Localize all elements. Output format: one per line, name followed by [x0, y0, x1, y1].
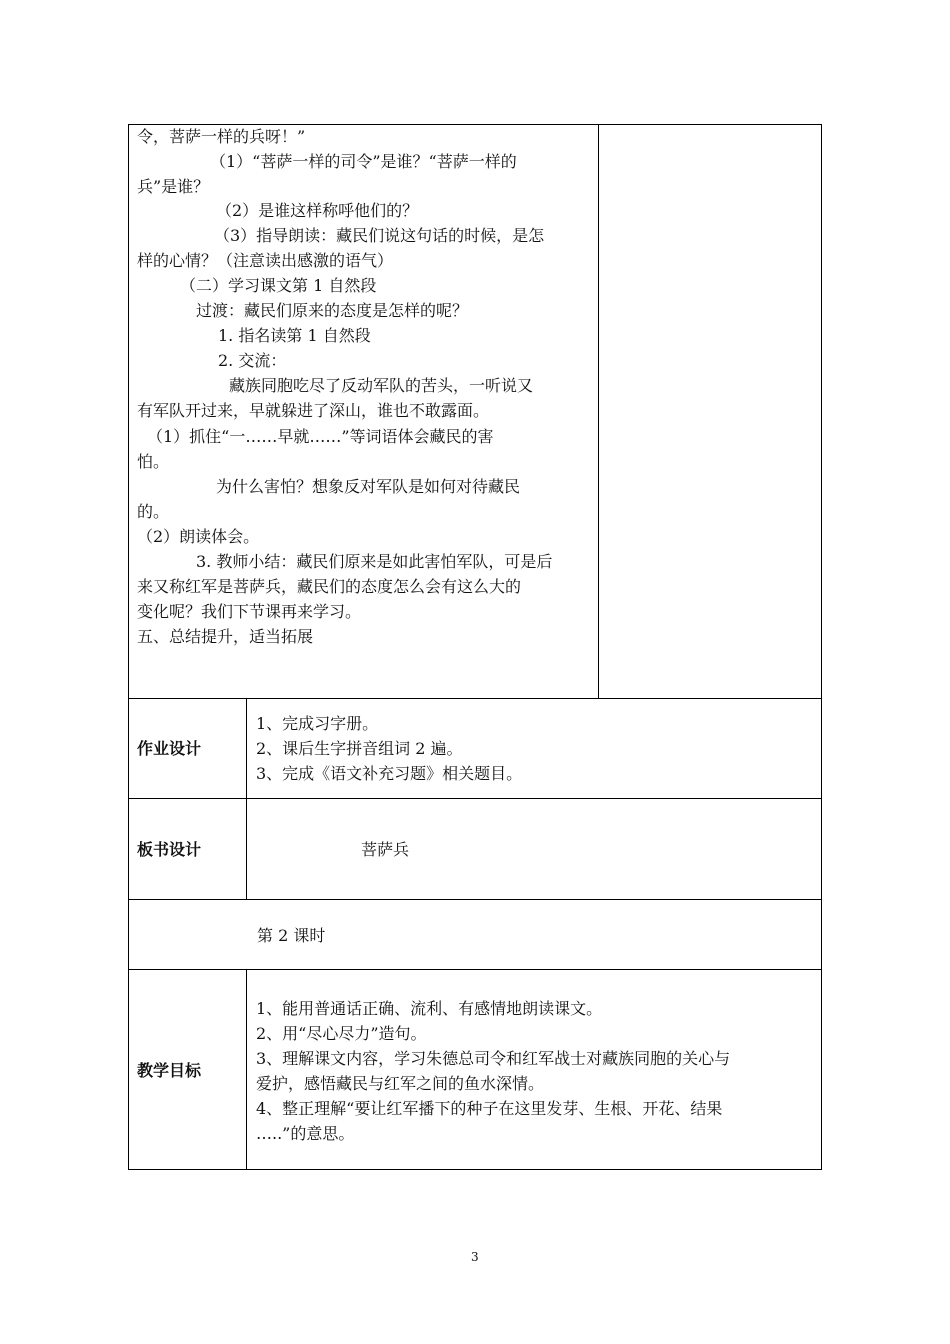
lesson-line: 有军队开过来，早就躲进了深山，谁也不敢露面。	[137, 401, 490, 420]
objectives-label: 教学目标	[137, 1061, 202, 1080]
row-divider	[128, 698, 822, 699]
homework-item: 2、课后生字拼音组词 2 遍。	[256, 739, 463, 758]
row-divider	[128, 899, 822, 900]
lesson-line: （1）抓住“一……早就……”等词语体会藏民的害	[147, 427, 494, 446]
column-divider	[246, 698, 247, 899]
objective-line: 3、理解课文内容，学习朱德总司令和红军战士对藏族同胞的关心与	[256, 1049, 731, 1068]
lesson-line: 样的心情？（注意读出感激的语气）	[137, 251, 394, 270]
page-number: 3	[471, 1250, 479, 1264]
board-design-text: 菩萨兵	[361, 840, 410, 859]
column-divider	[246, 969, 247, 1170]
row-divider	[128, 969, 822, 970]
lesson-line: 2. 交流：	[218, 351, 287, 370]
lesson-line: 兵”是谁？	[137, 177, 210, 196]
lesson-line: （二）学习课文第 1 自然段	[180, 276, 377, 295]
lesson-line: 藏族同胞吃尽了反动军队的苦头，一听说又	[229, 376, 534, 395]
objective-line: 爱护，感悟藏民与红军之间的鱼水深情。	[256, 1074, 545, 1093]
column-divider	[598, 124, 599, 699]
table-left-border	[128, 124, 129, 1170]
lesson-line: （3）指导朗读：藏民们说这句话的时候，是怎	[214, 226, 545, 245]
lesson-line: 令，菩萨一样的兵呀！”	[137, 127, 306, 146]
objective-line: 1、能用普通话正确、流利、有感情地朗读课文。	[256, 999, 603, 1018]
lesson-line: 变化呢？我们下节课再来学习。	[137, 602, 362, 621]
lesson-line: 来又称红军是菩萨兵，藏民们的态度怎么会有这么大的	[137, 577, 522, 596]
lesson-line: （1）“菩萨一样的司令”是谁？“菩萨一样的	[210, 152, 517, 171]
objective-line: 2、用“尽心尽力”造句。	[256, 1024, 427, 1043]
lesson-line: 1. 指名读第 1 自然段	[218, 326, 371, 345]
lesson-line: 为什么害怕？想象反对军队是如何对待藏民	[216, 477, 521, 496]
lesson-line: 的。	[137, 502, 170, 521]
table-right-border	[821, 124, 822, 1170]
lesson-line: 五、总结提升，适当拓展	[137, 627, 314, 646]
period-title: 第 2 课时	[257, 926, 326, 945]
lesson-line: 3. 教师小结：藏民们原来是如此害怕军队，可是后	[196, 552, 553, 571]
homework-label: 作业设计	[137, 739, 202, 758]
lesson-line: （2）朗读体会。	[137, 527, 260, 546]
table-top-border	[128, 124, 822, 125]
objective-line: 4、整正理解“要让红军播下的种子在这里发芽、生根、开花、结果	[256, 1099, 723, 1118]
homework-item: 3、完成《语文补充习题》相关题目。	[256, 764, 523, 783]
lesson-line: 过渡：藏民们原来的态度是怎样的呢？	[196, 301, 469, 320]
table-bottom-border	[128, 1169, 822, 1170]
objective-line: …..”的意思。	[256, 1124, 355, 1143]
lesson-line: （2）是谁这样称呼他们的？	[216, 201, 419, 220]
board-design-label: 板书设计	[137, 840, 202, 859]
row-divider	[128, 798, 822, 799]
lesson-line: 怕。	[137, 452, 170, 471]
homework-item: 1、完成习字册。	[256, 714, 379, 733]
